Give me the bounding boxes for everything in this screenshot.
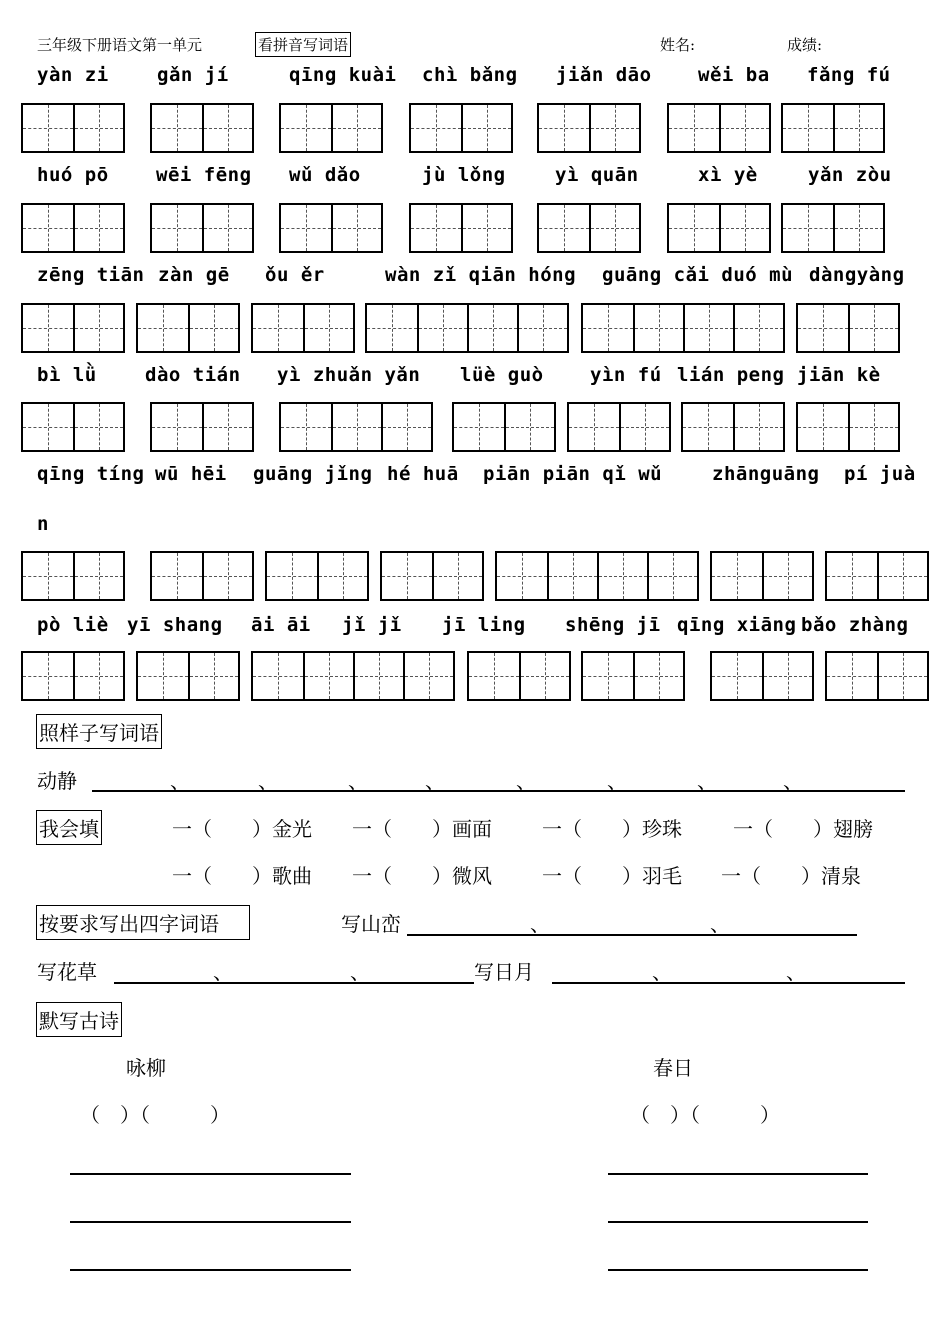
answer-grid[interactable] [21, 551, 125, 601]
answer-grid[interactable] [710, 651, 814, 701]
pinyin: wěi ba [698, 64, 770, 86]
pinyin: bǎo zhàng [801, 614, 909, 636]
name-label: 姓名: [660, 36, 696, 54]
pinyin: lián peng [677, 364, 785, 386]
answer-grid[interactable] [380, 551, 484, 601]
answer-line[interactable] [552, 982, 905, 984]
worksheet-title: 三年级下册语文第一单元 [37, 36, 203, 54]
pinyin: qīng xiāng [677, 614, 797, 636]
separator: 、 [530, 912, 550, 936]
pinyin: āi āi [251, 614, 311, 636]
pinyin: chì bǎng [422, 64, 518, 86]
poem-line[interactable] [608, 1173, 868, 1175]
separator: 、 [710, 912, 730, 936]
pinyin: jiǎn dāo [556, 64, 652, 86]
separator: 、 [786, 960, 806, 984]
fill-item[interactable]: 一（ ）微风 [352, 864, 492, 888]
answer-grid[interactable] [136, 651, 240, 701]
separator: 、 [697, 769, 717, 793]
answer-grid[interactable] [265, 551, 369, 601]
answer-grid[interactable] [581, 651, 685, 701]
pinyin: qīng tíng [37, 463, 145, 485]
pinyin: piān piān qǐ wǔ [483, 463, 663, 485]
answer-grid[interactable] [409, 103, 513, 153]
section-four-char: 按要求写出四字词语 [36, 905, 250, 940]
pinyin: yǎn zòu [808, 164, 892, 186]
answer-grid[interactable] [279, 203, 383, 253]
separator: 、 [607, 769, 627, 793]
answer-grid[interactable] [21, 103, 125, 153]
poem-author-1[interactable]: （ ）（ ） [80, 1103, 230, 1127]
answer-line[interactable] [114, 982, 474, 984]
fill-item[interactable]: 一（ ）翅膀 [733, 817, 873, 841]
pinyin: dàngyàng [809, 264, 905, 286]
pinyin: jiān kè [797, 364, 881, 386]
poem-line[interactable] [608, 1269, 868, 1271]
section-fill: 我会填 [36, 810, 102, 845]
answer-grid[interactable] [667, 203, 771, 253]
answer-grid[interactable] [781, 103, 885, 153]
answer-grid[interactable] [681, 402, 785, 452]
pinyin: jù lǒng [422, 164, 506, 186]
pinyin: bì lǜ [37, 364, 97, 386]
answer-grid[interactable] [667, 103, 771, 153]
score-label: 成绩: [787, 36, 823, 54]
pinyin: guāng cǎi duó mù [602, 264, 794, 286]
pinyin: yìn fú [590, 364, 662, 386]
fill-item[interactable]: 一（ ）清泉 [721, 864, 861, 888]
pinyin: yàn zi [37, 64, 109, 86]
separator: 、 [516, 769, 536, 793]
pinyin: ǒu ěr [265, 264, 325, 286]
pinyin: xì yè [698, 164, 758, 186]
section-label-pinyin: 看拼音写词语 [255, 32, 351, 57]
answer-grid[interactable] [150, 551, 254, 601]
answer-grid[interactable] [409, 203, 513, 253]
separator: 、 [425, 769, 445, 793]
separator: 、 [258, 769, 278, 793]
fill-item[interactable]: 一（ ）羽毛 [542, 864, 682, 888]
answer-grid[interactable] [710, 551, 814, 601]
pinyin: huó pō [37, 164, 109, 186]
pinyin: jī ling [442, 614, 526, 636]
pinyin: yì zhuǎn yǎn [277, 364, 421, 386]
answer-grid[interactable] [279, 402, 433, 452]
pinyin: lüè guò [460, 364, 544, 386]
pinyin: gǎn jí [157, 64, 229, 86]
pinyin: wàn zǐ qiān hóng [385, 264, 577, 286]
answer-grid[interactable] [796, 303, 900, 353]
answer-grid[interactable] [781, 203, 885, 253]
answer-grid[interactable] [150, 203, 254, 253]
answer-grid[interactable] [796, 402, 900, 452]
pinyin: yī shang [127, 614, 223, 636]
answer-grid[interactable] [21, 303, 125, 353]
answer-grid[interactable] [825, 551, 929, 601]
answer-line[interactable] [407, 934, 857, 936]
pinyin: shēng jī [565, 614, 661, 636]
fill-item[interactable]: 一（ ）金光 [172, 817, 312, 841]
separator: 、 [350, 960, 370, 984]
pinyin: hé huā [387, 463, 459, 485]
pinyin: wū hēi [155, 463, 227, 485]
pinyin: guāng jǐng [253, 463, 373, 485]
example-word: 动静 [37, 769, 77, 793]
label-flowers: 写花草 [37, 960, 97, 984]
pinyin: n [37, 513, 49, 535]
answer-grid[interactable] [279, 103, 383, 153]
answer-grid[interactable] [495, 551, 699, 601]
answer-grid[interactable] [825, 651, 929, 701]
poem-line[interactable] [70, 1221, 351, 1223]
answer-grid[interactable] [537, 103, 641, 153]
separator: 、 [348, 769, 368, 793]
answer-grid[interactable] [537, 203, 641, 253]
pinyin: zàn gē [158, 264, 230, 286]
fill-item[interactable]: 一（ ）珍珠 [542, 817, 682, 841]
poem-line[interactable] [608, 1221, 868, 1223]
pinyin: wēi fēng [156, 164, 252, 186]
separator: 、 [170, 769, 190, 793]
poem-line[interactable] [70, 1173, 351, 1175]
pinyin: yì quān [555, 164, 639, 186]
answer-grid[interactable] [21, 203, 125, 253]
answer-grid[interactable] [581, 303, 785, 353]
answer-grid[interactable] [567, 402, 671, 452]
pinyin: wǔ dǎo [289, 164, 361, 186]
answer-grid[interactable] [251, 651, 455, 701]
answer-grid[interactable] [150, 402, 254, 452]
answer-grid[interactable] [251, 303, 355, 353]
pinyin: zhānguāng [712, 463, 820, 485]
pinyin: dào tián [145, 364, 241, 386]
separator: 、 [652, 960, 672, 984]
poem-title-1: 咏柳 [126, 1056, 166, 1080]
fill-item[interactable]: 一（ ）画面 [352, 817, 492, 841]
pinyin: jǐ jǐ [342, 614, 402, 636]
separator: 、 [213, 960, 233, 984]
separator: 、 [783, 769, 803, 793]
answer-grid[interactable] [452, 402, 556, 452]
answer-grid[interactable] [21, 651, 125, 701]
section-poem: 默写古诗 [36, 1002, 122, 1037]
answer-grid[interactable] [150, 103, 254, 153]
pinyin: pò liè [37, 614, 109, 636]
label-sunmoon: 写日月 [474, 960, 534, 984]
fill-item[interactable]: 一（ ）歌曲 [172, 864, 312, 888]
answer-grid[interactable] [365, 303, 569, 353]
answer-grid[interactable] [136, 303, 240, 353]
label-mountains: 写山峦 [341, 912, 401, 936]
pinyin: zēng tiān [37, 264, 145, 286]
poem-author-2[interactable]: （ ）（ ） [630, 1103, 780, 1127]
answer-grid[interactable] [467, 651, 571, 701]
poem-title-2: 春日 [653, 1056, 693, 1080]
section-imitate: 照样子写词语 [36, 714, 162, 749]
pinyin: pí juà [844, 463, 916, 485]
poem-line[interactable] [70, 1269, 351, 1271]
pinyin: qīng kuài [289, 64, 397, 86]
pinyin: fǎng fú [807, 64, 891, 86]
answer-grid[interactable] [21, 402, 125, 452]
